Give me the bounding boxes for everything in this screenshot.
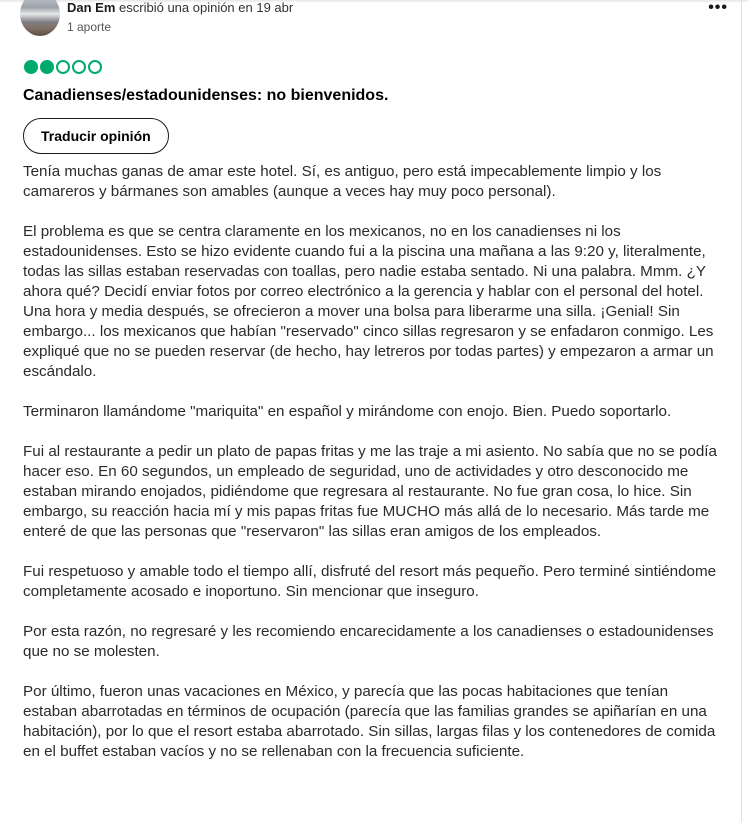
review-paragraph: Tenía muchas ganas de amar este hotel. Sí, es antiguo, pero está impecablemente limpio y los camareros y bármanes son amables (aunque a veces hay muy poco personal). (23, 163, 662, 200)
rating-bubble-empty-icon (88, 60, 102, 74)
review-action: escribió una opinión en 19 abr (119, 0, 294, 15)
review-header (20, 0, 730, 44)
card-border (741, 0, 742, 822)
rating-bubbles (24, 60, 102, 74)
rating-bubble-filled-icon (24, 60, 38, 74)
review-paragraph: El problema es que se centra claramente en los mexicanos, no en los canadienses ni los estadounidenses. Esto se hizo evidente cuando fui a la piscina una mañana a las 9:20 y, literalmente, todas las sillas estaban reservadas con toallas, pero nadie estaba sentado. Ni una palabra. Mmm. ¿Y ahora qué? Decidí enviar fotos por correo electrónico a la gerencia y hablar con el personal del hotel. Una hora y media después, se ofrecieron a mover una bolsa para liberarme una silla. ¡Genial! Sin embargo... los mexicanos que habían "reservado" cinco sillas regresaron y se enfadaron conmigo. Les expliqué que no se pueden reservar (de hecho, hay letreros por todas partes) y empezaron a armar un escándalo. (23, 223, 714, 380)
review-body (23, 162, 723, 782)
rating-bubble-filled-icon (40, 60, 54, 74)
review-paragraph: Fui respetuoso y amable todo el tiempo allí, disfruté del resort más pequeño. Pero terminé sintiéndome completamente acosado e inoportuno. Sin mencionar que inseguro. (23, 563, 717, 600)
ellipsis-icon: ••• (708, 0, 728, 16)
author-line (67, 0, 293, 16)
rating-bubble-empty-icon (72, 60, 86, 74)
review-title: Canadienses/estadounidenses: no bienvenidos. (23, 87, 389, 104)
avatar[interactable] (20, 0, 60, 36)
review-paragraph: Por último, fueron unas vacaciones en México, y parecía que las pocas habitaciones que tenían estaban abarrotadas en términos de ocupación (parecía que las familias grandes se apiñarían en una habitación), por lo que el resort estaba abarrotado. Sin sillas, largas filas y los contenedores de comida en el buffet estaban vacíos y no se rellenaban con la frecuencia suficiente. (23, 683, 716, 760)
more-options-button[interactable] (708, 0, 728, 16)
review-paragraph: Por esta razón, no regresaré y les recomiendo encarecidamente a los canadienses o estadounidenses que no se molesten. (23, 623, 714, 660)
translate-review-button[interactable]: Traducir opinión (23, 118, 169, 154)
review-paragraph: Terminaron llamándome "mariquita" en español y mirándome con enojo. Bien. Puedo soportarlo. (23, 403, 672, 420)
author-name[interactable]: Dan Em (67, 0, 116, 15)
review-paragraph: Fui al restaurante a pedir un plato de papas fritas y me las traje a mi asiento. No sabía que no se podía hacer eso. En 60 segundos, un empleado de seguridad, uno de actividades y otro desconocido me estaban mirando enojados, pidiéndome que regresara al restaurante. No fue gran cosa, lo hice. Sin embargo, su reacción hacia mí y mis papas fritas fue MUCHO más allá de lo necesario. Más tarde me enteré de que las personas que "reservaron" las sillas eran amigos de los empleados. (23, 443, 717, 540)
rating-bubble-empty-icon (56, 60, 70, 74)
contribution-count: 1 aporte (67, 20, 112, 34)
